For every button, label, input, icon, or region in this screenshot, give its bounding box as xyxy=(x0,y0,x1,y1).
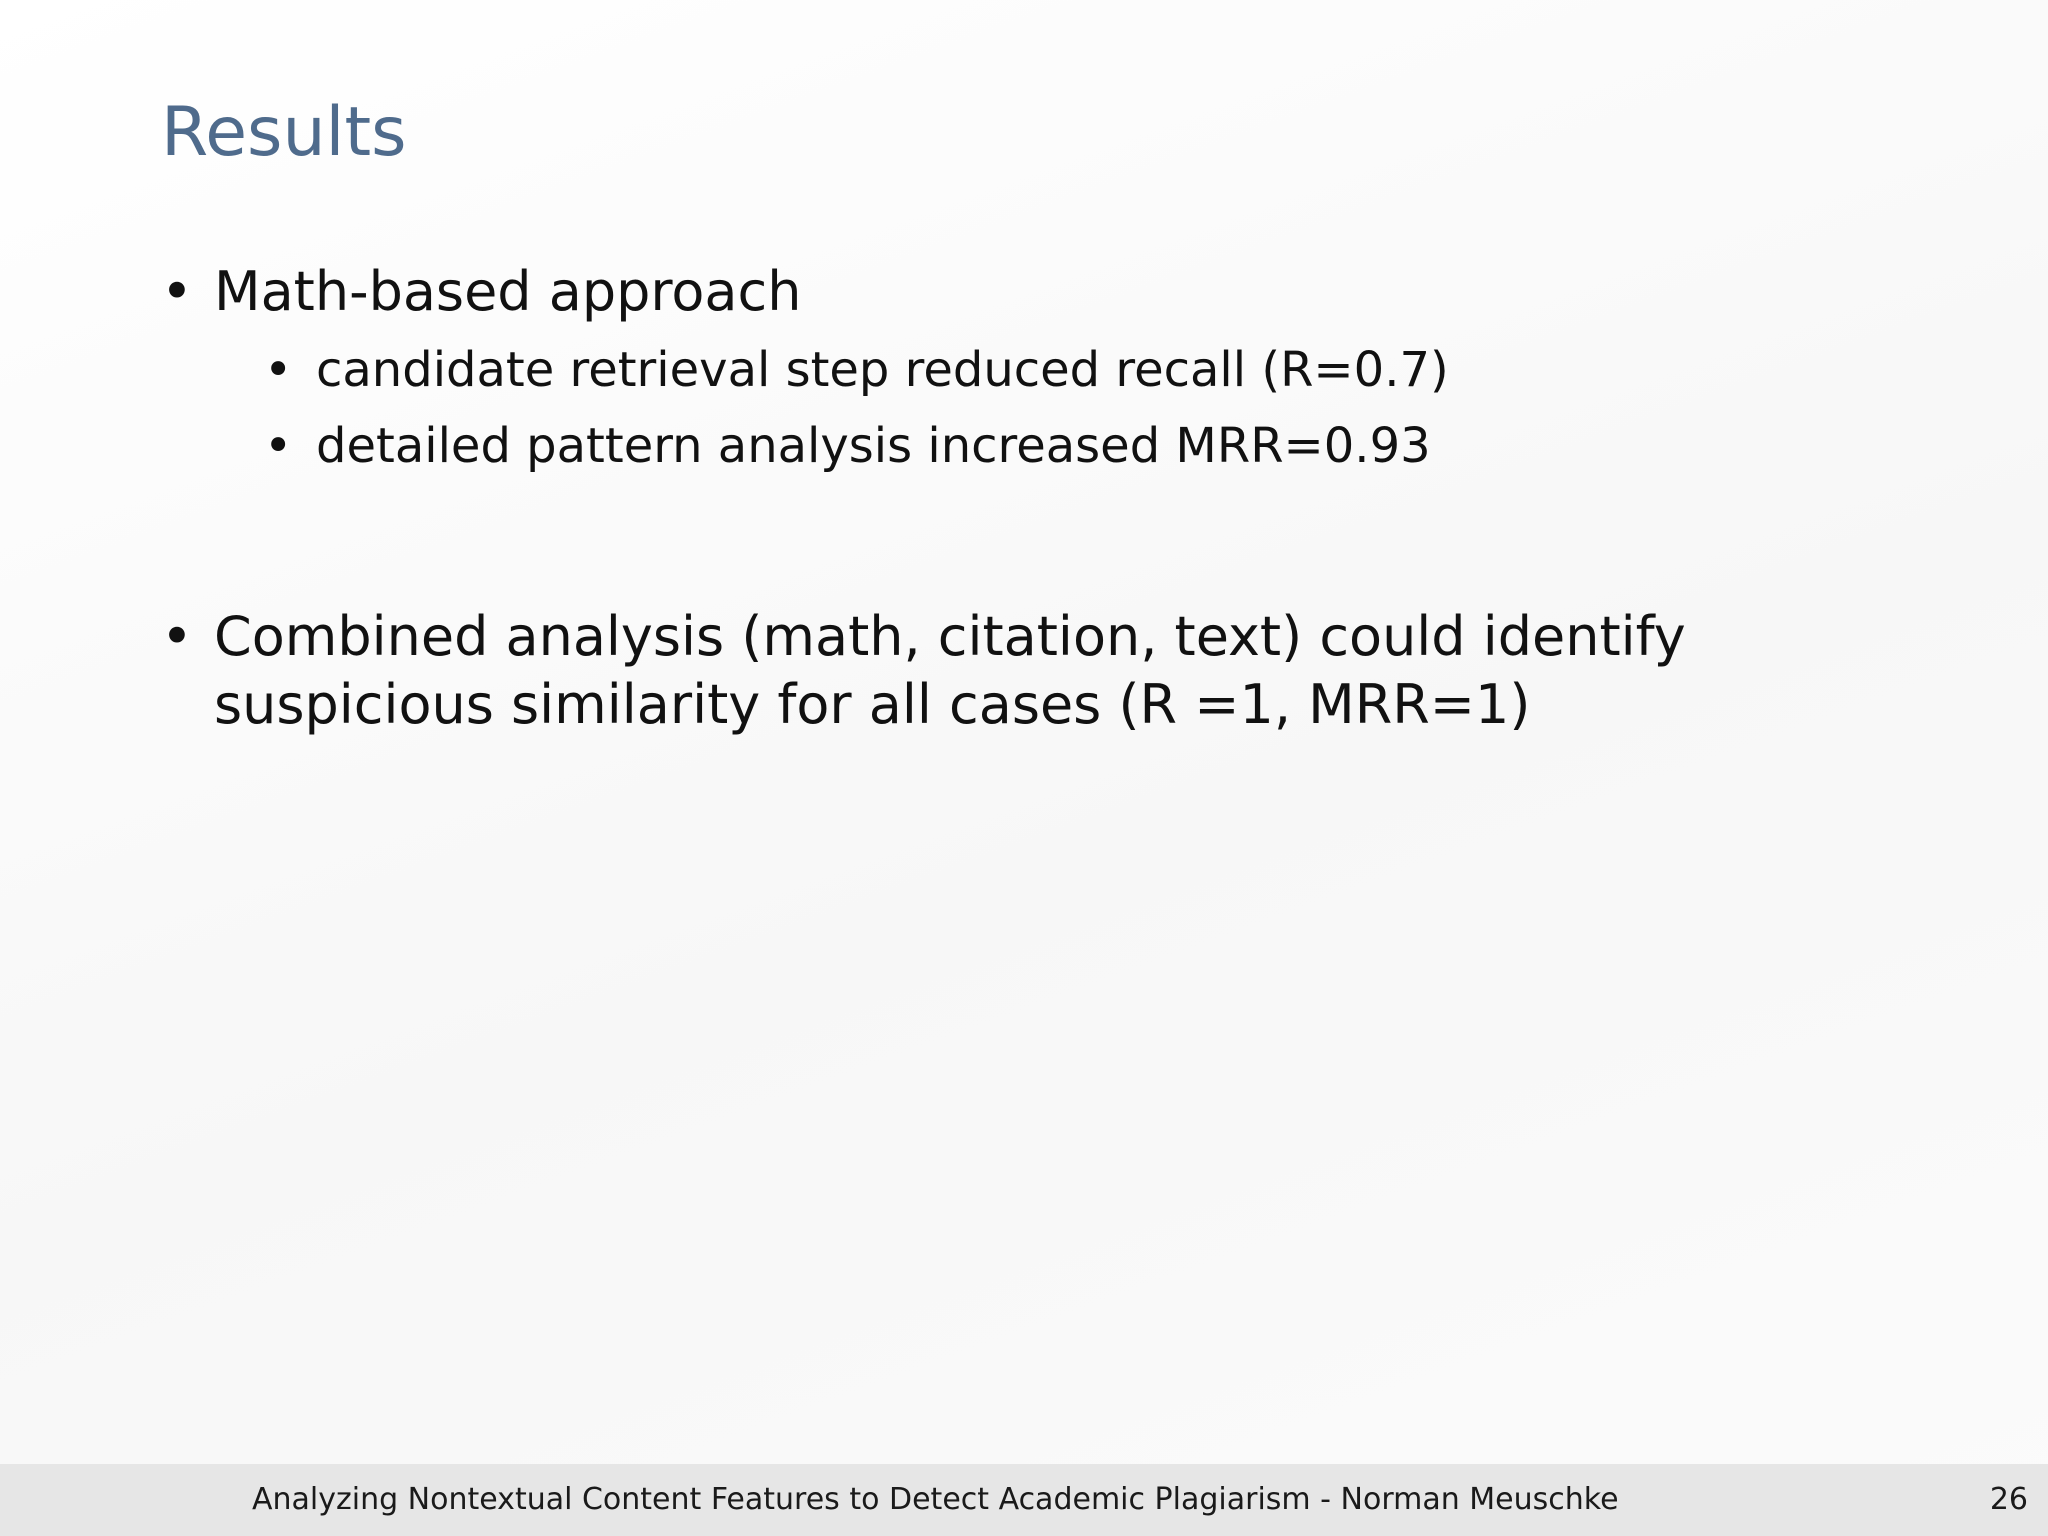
bullet-dot-icon: • xyxy=(264,418,293,474)
sub-bullet-text: candidate retrieval step reduced recall (R=0.7) xyxy=(316,342,1449,398)
footer-bar xyxy=(0,1464,2048,1536)
footer-text: Analyzing Nontextual Content Features to Detect Academic Plagiarism - Norman Meuschke xyxy=(252,1482,1619,1517)
bullet-dot-icon: • xyxy=(161,260,193,323)
slide-title: Results xyxy=(161,93,407,172)
bullet-item-2 xyxy=(161,603,1961,739)
sub-bullet-item-1 xyxy=(264,340,1964,400)
bullet-dot-icon: • xyxy=(264,342,293,398)
bullet-item-1 xyxy=(161,258,1961,326)
bullet-text: Combined analysis (math, citation, text) could identify suspicious similarity for all cases (R =1, MRR=1) xyxy=(214,605,1686,736)
bullet-text: Math-based approach xyxy=(214,260,802,323)
bullet-dot-icon: • xyxy=(161,605,193,668)
sub-bullet-item-2 xyxy=(264,416,1964,476)
page-number: 26 xyxy=(1989,1482,2028,1517)
sub-bullet-text: detailed pattern analysis increased MRR=0.93 xyxy=(316,418,1431,474)
